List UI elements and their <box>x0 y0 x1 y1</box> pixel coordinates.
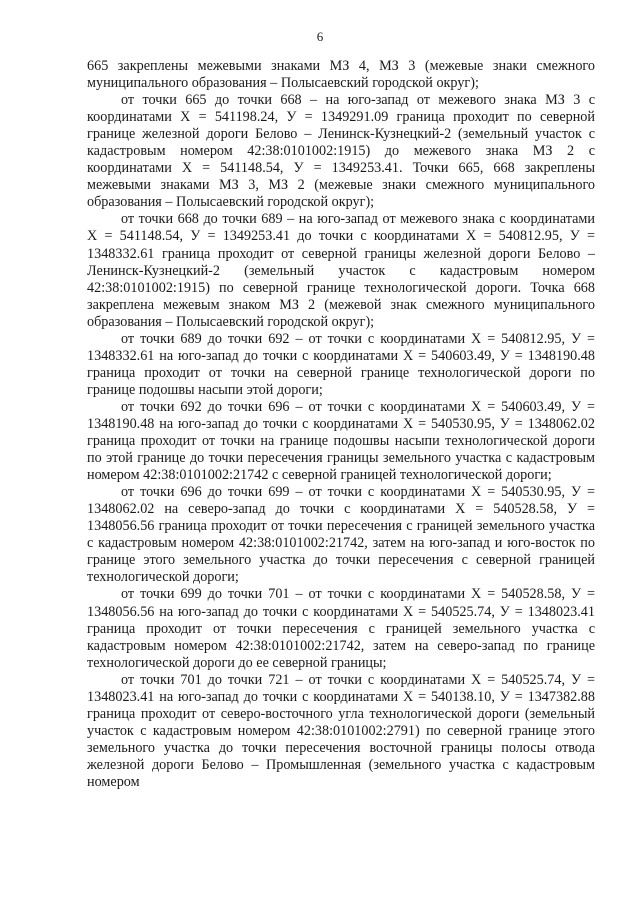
document-body <box>87 58 595 791</box>
paragraph: от точки 668 до точки 689 – на юго-запад от межевого знака с координатами Х = 541148.54, У = 1349253.41 до точки с координатами Х = 540812.95, У = 1348332.61 граница проходит от северной границы железной дороги Белово – Ленинск-Кузнецкий-2 (земельный участок с кадастровым номером 42:38:0101002:1915) по северной границе технологической дороги. Точка 668 закреплена межевым знаком МЗ 2 (межевой знак смежного муниципального образования – Полысаевский городской округ); <box>87 211 595 330</box>
paragraph: от точки 665 до точки 668 – на юго-запад от межевого знака МЗ 3 с координатами Х = 541198.24, У = 1349291.09 граница проходит по северной границе железной дороги Белово – Ленинск-Кузнецкий-2 (земельный участок с кадастровым номером 42:38:0101002:1915) до межевого знака МЗ 2 с координатами Х = 541148.54, У = 1349253.41. Точки 665, 668 закреплены межевыми знаками МЗ 3, МЗ 2 (межевые знаки смежного муниципального образования – Полысаевский городской округ); <box>87 92 595 211</box>
paragraph: от точки 689 до точки 692 – от точки с координатами Х = 540812.95, У = 1348332.61 на юго-запад до точки с координатами Х = 540603.49, У = 1348190.48 граница проходит от точки на северной границе технологической дороги по границе подошвы насыпи этой дороги; <box>87 330 595 398</box>
page-number: 6 <box>316 29 324 44</box>
paragraph: от точки 692 до точки 696 – от точки с координатами Х = 540603.49, У = 1348190.48 на юго-запад до точки с координатами Х = 540530.95, У = 1348062.02 граница проходит от точки на границе подошвы насыпи технологической дороги по этой границе до точки пересечения границы земельного участка с кадастровым номером 42:38:0101002:21742 с северной границей технологической дороги; <box>87 398 595 484</box>
paragraph: от точки 701 до точки 721 – от точки с координатами Х = 540525.74, У = 1348023.41 на юго-запад до точки с координатами Х = 540138.10, У = 1347382.88 граница проходит от северо-восточного угла технологической дороги (земельный участок с кадастровым номером 42:38:0101002:2791) по северной границе этого земельного участка до точки пересечения восточной границы полосы отвода железной дороги Белово – Промышленная (земельного участка с кадастровым номером <box>87 671 595 790</box>
paragraph: от точки 696 до точки 699 – от точки с координатами Х = 540530.95, У = 1348062.02 на северо-запад до точки с координатами Х = 540528.58, У = 1348056.56 граница проходит от точки пересечения с границей земельного участка с кадастровым номером 42:38:0101002:21742, затем на юго-запад и юго-восток по границе этого земельного участка до точки пересечения с северной границей технологической дороги; <box>87 484 595 586</box>
paragraph: от точки 699 до точки 701 – от точки с координатами Х = 540528.58, У = 1348056.56 на юго-запад до точки с координатами Х = 540525.74, У = 1348023.41 граница проходит от точки пересечения с границей земельного участка с кадастровым номером 42:38:0101002:21742, затем на северо-запад по границе технологической дороги до ее северной границы; <box>87 586 595 671</box>
paragraph: 665 закреплены межевыми знаками МЗ 4, МЗ 3 (межевые знаки смежного муниципального образования – Полысаевский городской округ); <box>87 58 595 92</box>
